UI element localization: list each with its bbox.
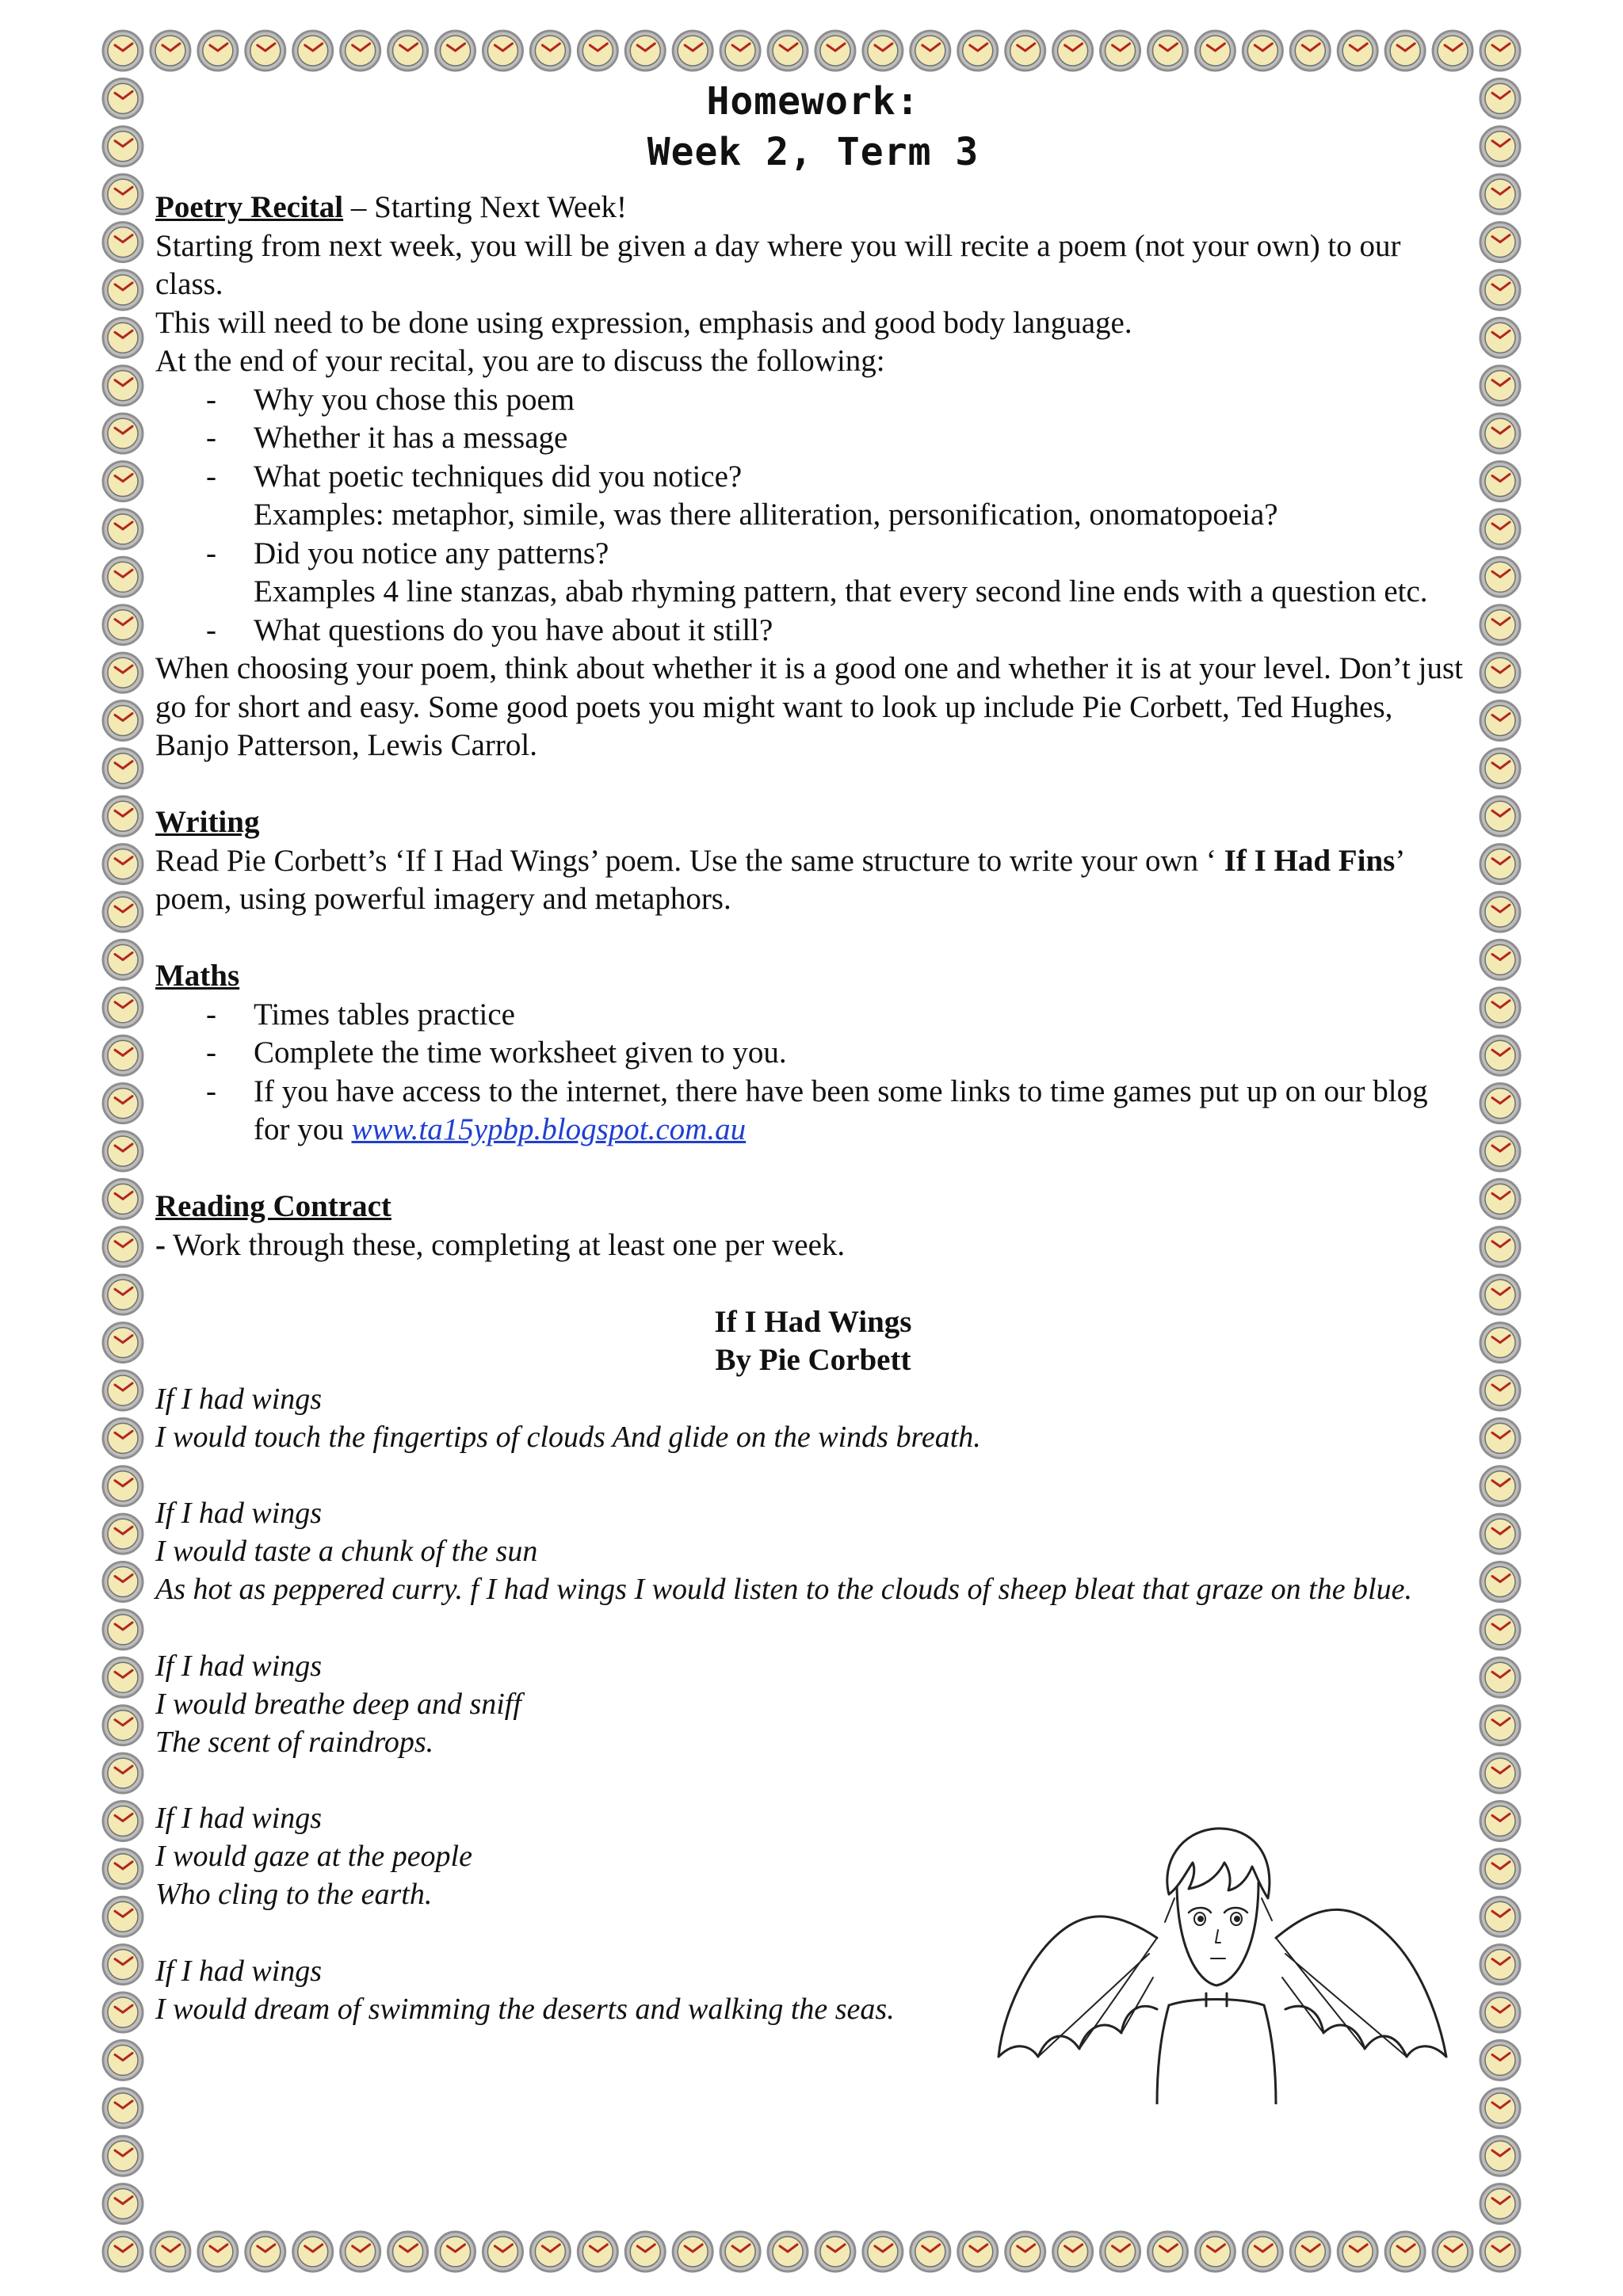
- clock-icon: [103, 845, 143, 884]
- clock-icon: [436, 31, 475, 71]
- poem-line: If I had wings: [155, 1649, 323, 1683]
- writing-text-end: ’ poem, using powerful imagery and metaphors.: [155, 843, 1403, 916]
- reading-heading: Reading Contract: [155, 1189, 391, 1223]
- clock-icon: [341, 31, 380, 71]
- clock-icon: [1480, 1227, 1520, 1267]
- clock-icon: [198, 31, 238, 71]
- reading-text: [155, 1226, 1471, 1265]
- clock-icon: [1480, 1418, 1520, 1458]
- clock-icon: [388, 2232, 428, 2271]
- clock-icon: [103, 1657, 143, 1697]
- poem-line: As hot as peppered curry. f I had wings I would listen to the clouds of sheep bleat that graze on the blue.: [155, 1573, 1412, 1606]
- clock-icon: [103, 1562, 143, 1602]
- clock-icon: [863, 2232, 903, 2271]
- clock-icon: [1480, 174, 1520, 214]
- list-item-text: Did you notice any patterns?: [254, 536, 609, 570]
- poem-author: By Pie Corbett: [715, 1343, 911, 1377]
- clock-icon: [1101, 2232, 1140, 2271]
- clock-icon: [1480, 1610, 1520, 1650]
- clock-icon: [103, 1849, 143, 1889]
- clock-icon: [103, 366, 143, 406]
- clock-icon: [103, 1084, 143, 1123]
- clock-icon: [1290, 31, 1330, 71]
- clock-icon: [103, 509, 143, 549]
- clock-icon: [1195, 2232, 1235, 2271]
- clock-icon: [1006, 2232, 1045, 2271]
- clock-icon: [815, 2232, 855, 2271]
- list-item-example: Examples 4 line stanzas, abab rhyming pattern, that every second line ends with a question etc.: [254, 574, 1428, 608]
- clock-icon: [958, 31, 998, 71]
- clock-icon: [103, 892, 143, 932]
- writing-section: [155, 803, 1471, 919]
- poem-stanza: [155, 1647, 1471, 1761]
- clock-icon: [103, 1753, 143, 1793]
- maths-list: [155, 996, 1471, 1150]
- poetry-section: [155, 189, 1471, 765]
- clock-icon: [1480, 845, 1520, 884]
- clock-icon: [103, 940, 143, 979]
- clock-icon: [103, 1323, 143, 1363]
- clock-icon: [1480, 653, 1520, 692]
- clock-icon: [1480, 462, 1520, 502]
- clock-icon: [530, 2232, 570, 2271]
- clock-icon: [483, 31, 522, 71]
- list-item: [155, 458, 1471, 535]
- writing-text-start: Read Pie Corbett’s ‘If I Had Wings’ poem. Use the same structure to write your own ‘: [155, 843, 1224, 878]
- clock-icon: [103, 605, 143, 645]
- clock-icon: [103, 78, 143, 118]
- clock-icon: [103, 1514, 143, 1554]
- clock-icon: [103, 1371, 143, 1410]
- clock-icon: [151, 2232, 190, 2271]
- clock-icon: [103, 270, 143, 310]
- clock-icon: [103, 127, 143, 166]
- clock-icon: [1480, 366, 1520, 406]
- clock-icon: [1480, 1179, 1520, 1219]
- writing-text: [155, 842, 1471, 919]
- clock-icon: [103, 1035, 143, 1075]
- clock-icon: [1480, 700, 1520, 740]
- clock-icon: [103, 700, 143, 740]
- list-item-text: Whether it has a message: [254, 421, 568, 455]
- clock-icon: [293, 2232, 333, 2271]
- clock-icon: [720, 2232, 760, 2271]
- clock-icon: [1480, 1084, 1520, 1123]
- reading-instruction: Work through these, completing at least one per week.: [166, 1227, 846, 1262]
- clock-icon: [911, 31, 950, 71]
- writing-text-bold: If I Had Fins: [1224, 843, 1396, 878]
- clock-icon: [1480, 1706, 1520, 1745]
- clock-icon: [1433, 31, 1472, 71]
- clock-icon: [768, 2232, 808, 2271]
- poem-line: I would breathe deep and sniff: [155, 1687, 521, 1721]
- clock-icon: [1385, 2232, 1425, 2271]
- clock-icon: [1006, 31, 1045, 71]
- clock-icon: [1148, 31, 1187, 71]
- list-item: [155, 535, 1471, 612]
- maths-section: [155, 957, 1471, 1150]
- clock-icon: [1385, 31, 1425, 71]
- poem-line: If I had wings: [155, 1802, 323, 1835]
- clock-icon: [151, 31, 190, 71]
- clock-icon: [1243, 31, 1282, 71]
- clock-icon: [1480, 78, 1520, 118]
- list-item-text: Times tables practice: [254, 997, 515, 1032]
- clock-icon: [1480, 940, 1520, 979]
- clock-icon: [103, 1801, 143, 1840]
- clock-icon: [103, 653, 143, 692]
- list-item: [155, 381, 1471, 420]
- poem-line: The scent of raindrops.: [155, 1725, 434, 1759]
- poem-line: I would taste a chunk of the sun: [155, 1535, 538, 1568]
- clock-icon: [483, 2232, 522, 2271]
- writing-heading: Writing: [155, 805, 260, 839]
- clock-icon: [103, 557, 143, 597]
- clock-icon: [1480, 988, 1520, 1028]
- clock-icon: [1480, 1275, 1520, 1314]
- clock-icon: [530, 31, 570, 71]
- list-item-text: What questions do you have about it still?: [254, 612, 773, 647]
- clock-icon: [1480, 1371, 1520, 1410]
- clock-icon: [1338, 2232, 1377, 2271]
- clock-icon: [578, 2232, 617, 2271]
- poem-line: If I had wings: [155, 1954, 323, 1988]
- list-item: [155, 419, 1471, 458]
- clock-icon: [293, 31, 333, 71]
- poem-line: I would gaze at the people: [155, 1840, 472, 1873]
- clock-icon: [103, 2136, 143, 2176]
- title-line-1: Homework:: [706, 79, 920, 124]
- clock-icon: [1480, 2040, 1520, 2080]
- poem-stanza: [155, 1494, 1471, 1608]
- discussion-list: [155, 381, 1471, 650]
- clock-icon: [103, 174, 143, 214]
- list-item: [155, 612, 1471, 650]
- clock-icon: [768, 31, 808, 71]
- list-item: [155, 996, 1471, 1035]
- clock-icon: [1480, 127, 1520, 166]
- clock-icon: [103, 1706, 143, 1745]
- clock-icon: [103, 462, 143, 502]
- clock-icon: [1053, 2232, 1093, 2271]
- clock-icon: [815, 31, 855, 71]
- clock-icon: [1480, 749, 1520, 788]
- list-item-example: Examples: metaphor, simile, was there alliteration, personification, onomatopoeia?: [254, 498, 1278, 532]
- poetry-paragraph-1: Starting from next week, you will be given a day where you will recite a poem (not your own) to our class.: [155, 228, 1401, 301]
- title-line-2: Week 2, Term 3: [647, 130, 980, 174]
- clock-icon: [1480, 318, 1520, 357]
- clock-icon: [625, 2232, 665, 2271]
- clock-icon: [1148, 2232, 1187, 2271]
- clock-icon: [1480, 31, 1520, 71]
- clock-icon: [341, 2232, 380, 2271]
- clock-icon: [1480, 1753, 1520, 1793]
- clock-icon: [1480, 1657, 1520, 1697]
- clock-icon: [1480, 2136, 1520, 2176]
- clock-icon: [103, 1179, 143, 1219]
- clock-icon: [1480, 2232, 1520, 2271]
- clock-icon: [1480, 1897, 1520, 1936]
- clock-icon: [1480, 1849, 1520, 1889]
- clock-icon: [1480, 796, 1520, 836]
- clock-icon: [1480, 557, 1520, 597]
- poem-line: Who cling to the earth.: [155, 1878, 433, 1911]
- clock-icon: [1480, 605, 1520, 645]
- clock-icon: [103, 1227, 143, 1267]
- clock-icon: [673, 2232, 712, 2271]
- clock-icon: [103, 988, 143, 1028]
- clock-icon: [1480, 1466, 1520, 1506]
- clock-icon: [1480, 2184, 1520, 2224]
- list-item: [155, 1034, 1471, 1073]
- clock-icon: [720, 31, 760, 71]
- clock-icon: [1053, 31, 1093, 71]
- clock-icon: [1480, 2088, 1520, 2128]
- clock-icon: [103, 1610, 143, 1650]
- list-item-text: If you have access to the internet, there have been some links to time games put up on our blog for you: [254, 1074, 1428, 1146]
- poetry-paragraph-4: When choosing your poem, think about whether it is a good one and whether it is at your level. Don’t just go for short and easy. Some good poets you might want to look up include Pie Corbett, Ted Hughes, Banjo Patterson, Lewis Carrol.: [155, 651, 1463, 762]
- clock-icon: [1243, 2232, 1282, 2271]
- poem-title: If I Had Wings: [714, 1304, 912, 1339]
- clock-icon: [625, 31, 665, 71]
- clock-icon: [103, 2184, 143, 2224]
- clock-icon: [103, 2088, 143, 2128]
- clock-icon: [198, 2232, 238, 2271]
- clock-icon: [1480, 1035, 1520, 1075]
- clock-icon: [1480, 223, 1520, 262]
- clock-icon: [1101, 31, 1140, 71]
- list-item-text: Complete the time worksheet given to you.: [254, 1035, 787, 1070]
- clock-icon: [1433, 2232, 1472, 2271]
- clock-icon: [1480, 1323, 1520, 1363]
- clock-icon: [1480, 1801, 1520, 1840]
- poem-line: I would dream of swimming the deserts and walking the seas.: [155, 1992, 895, 2026]
- clock-icon: [958, 2232, 998, 2271]
- list-item: [155, 1073, 1471, 1150]
- clock-icon: [388, 31, 428, 71]
- clock-icon: [1480, 509, 1520, 549]
- poem-stanza: [155, 1380, 1471, 1456]
- clock-icon: [1480, 1562, 1520, 1602]
- clock-icon: [103, 1945, 143, 1985]
- poem-line: I would touch the fingertips of clouds And glide on the winds breath.: [155, 1420, 981, 1454]
- clock-icon: [103, 223, 143, 262]
- poem-line: If I had wings: [155, 1382, 323, 1416]
- clock-icon: [1480, 1993, 1520, 2032]
- clock-icon: [1338, 31, 1377, 71]
- list-item-text: Why you chose this poem: [254, 382, 575, 417]
- clock-icon: [578, 31, 617, 71]
- poem-line: If I had wings: [155, 1497, 323, 1530]
- clock-icon: [911, 2232, 950, 2271]
- clock-icon: [103, 2232, 143, 2271]
- list-item-text: What poetic techniques did you notice?: [254, 459, 743, 494]
- clock-icon: [246, 2232, 285, 2271]
- reading-dash: -: [155, 1227, 166, 1262]
- clock-icon: [673, 31, 712, 71]
- clock-icon: [1480, 892, 1520, 932]
- poetry-heading-line: [155, 189, 1471, 227]
- clock-icon: [103, 1993, 143, 2032]
- poetry-paragraph-2: This will need to be done using expression, emphasis and good body language.: [155, 305, 1132, 340]
- clock-icon: [436, 2232, 475, 2271]
- maths-heading: Maths: [155, 959, 240, 993]
- clock-icon: [103, 1466, 143, 1506]
- winged-boy-illustration: [991, 1819, 1450, 2104]
- clock-icon: [103, 1275, 143, 1314]
- clock-icon: [103, 2040, 143, 2080]
- clock-icon: [103, 1897, 143, 1936]
- homework-sheet: [155, 76, 1471, 2028]
- clock-icon: [1480, 414, 1520, 453]
- clock-icon: [1480, 1514, 1520, 1554]
- poetry-heading: Poetry Recital: [155, 190, 344, 224]
- poetry-heading-suffix: – Starting Next Week!: [343, 190, 628, 224]
- clock-icon: [103, 749, 143, 788]
- clock-icon: [1480, 1131, 1520, 1171]
- clock-icon: [103, 414, 143, 453]
- clock-icon: [103, 318, 143, 357]
- reading-section: [155, 1188, 1471, 1264]
- page-title: [155, 76, 1471, 177]
- clock-icon: [1480, 270, 1520, 310]
- poetry-paragraph-3: At the end of your recital, you are to discuss the following:: [155, 344, 885, 378]
- blog-link[interactable]: www.ta15ypbp.blogspot.com.au: [351, 1112, 747, 1146]
- clock-icon: [103, 31, 143, 71]
- clock-icon: [246, 31, 285, 71]
- clock-icon: [863, 31, 903, 71]
- clock-icon: [1480, 1945, 1520, 1985]
- clock-icon: [103, 796, 143, 836]
- clock-icon: [103, 1131, 143, 1171]
- clock-icon: [1290, 2232, 1330, 2271]
- clock-icon: [103, 1418, 143, 1458]
- clock-icon: [1195, 31, 1235, 71]
